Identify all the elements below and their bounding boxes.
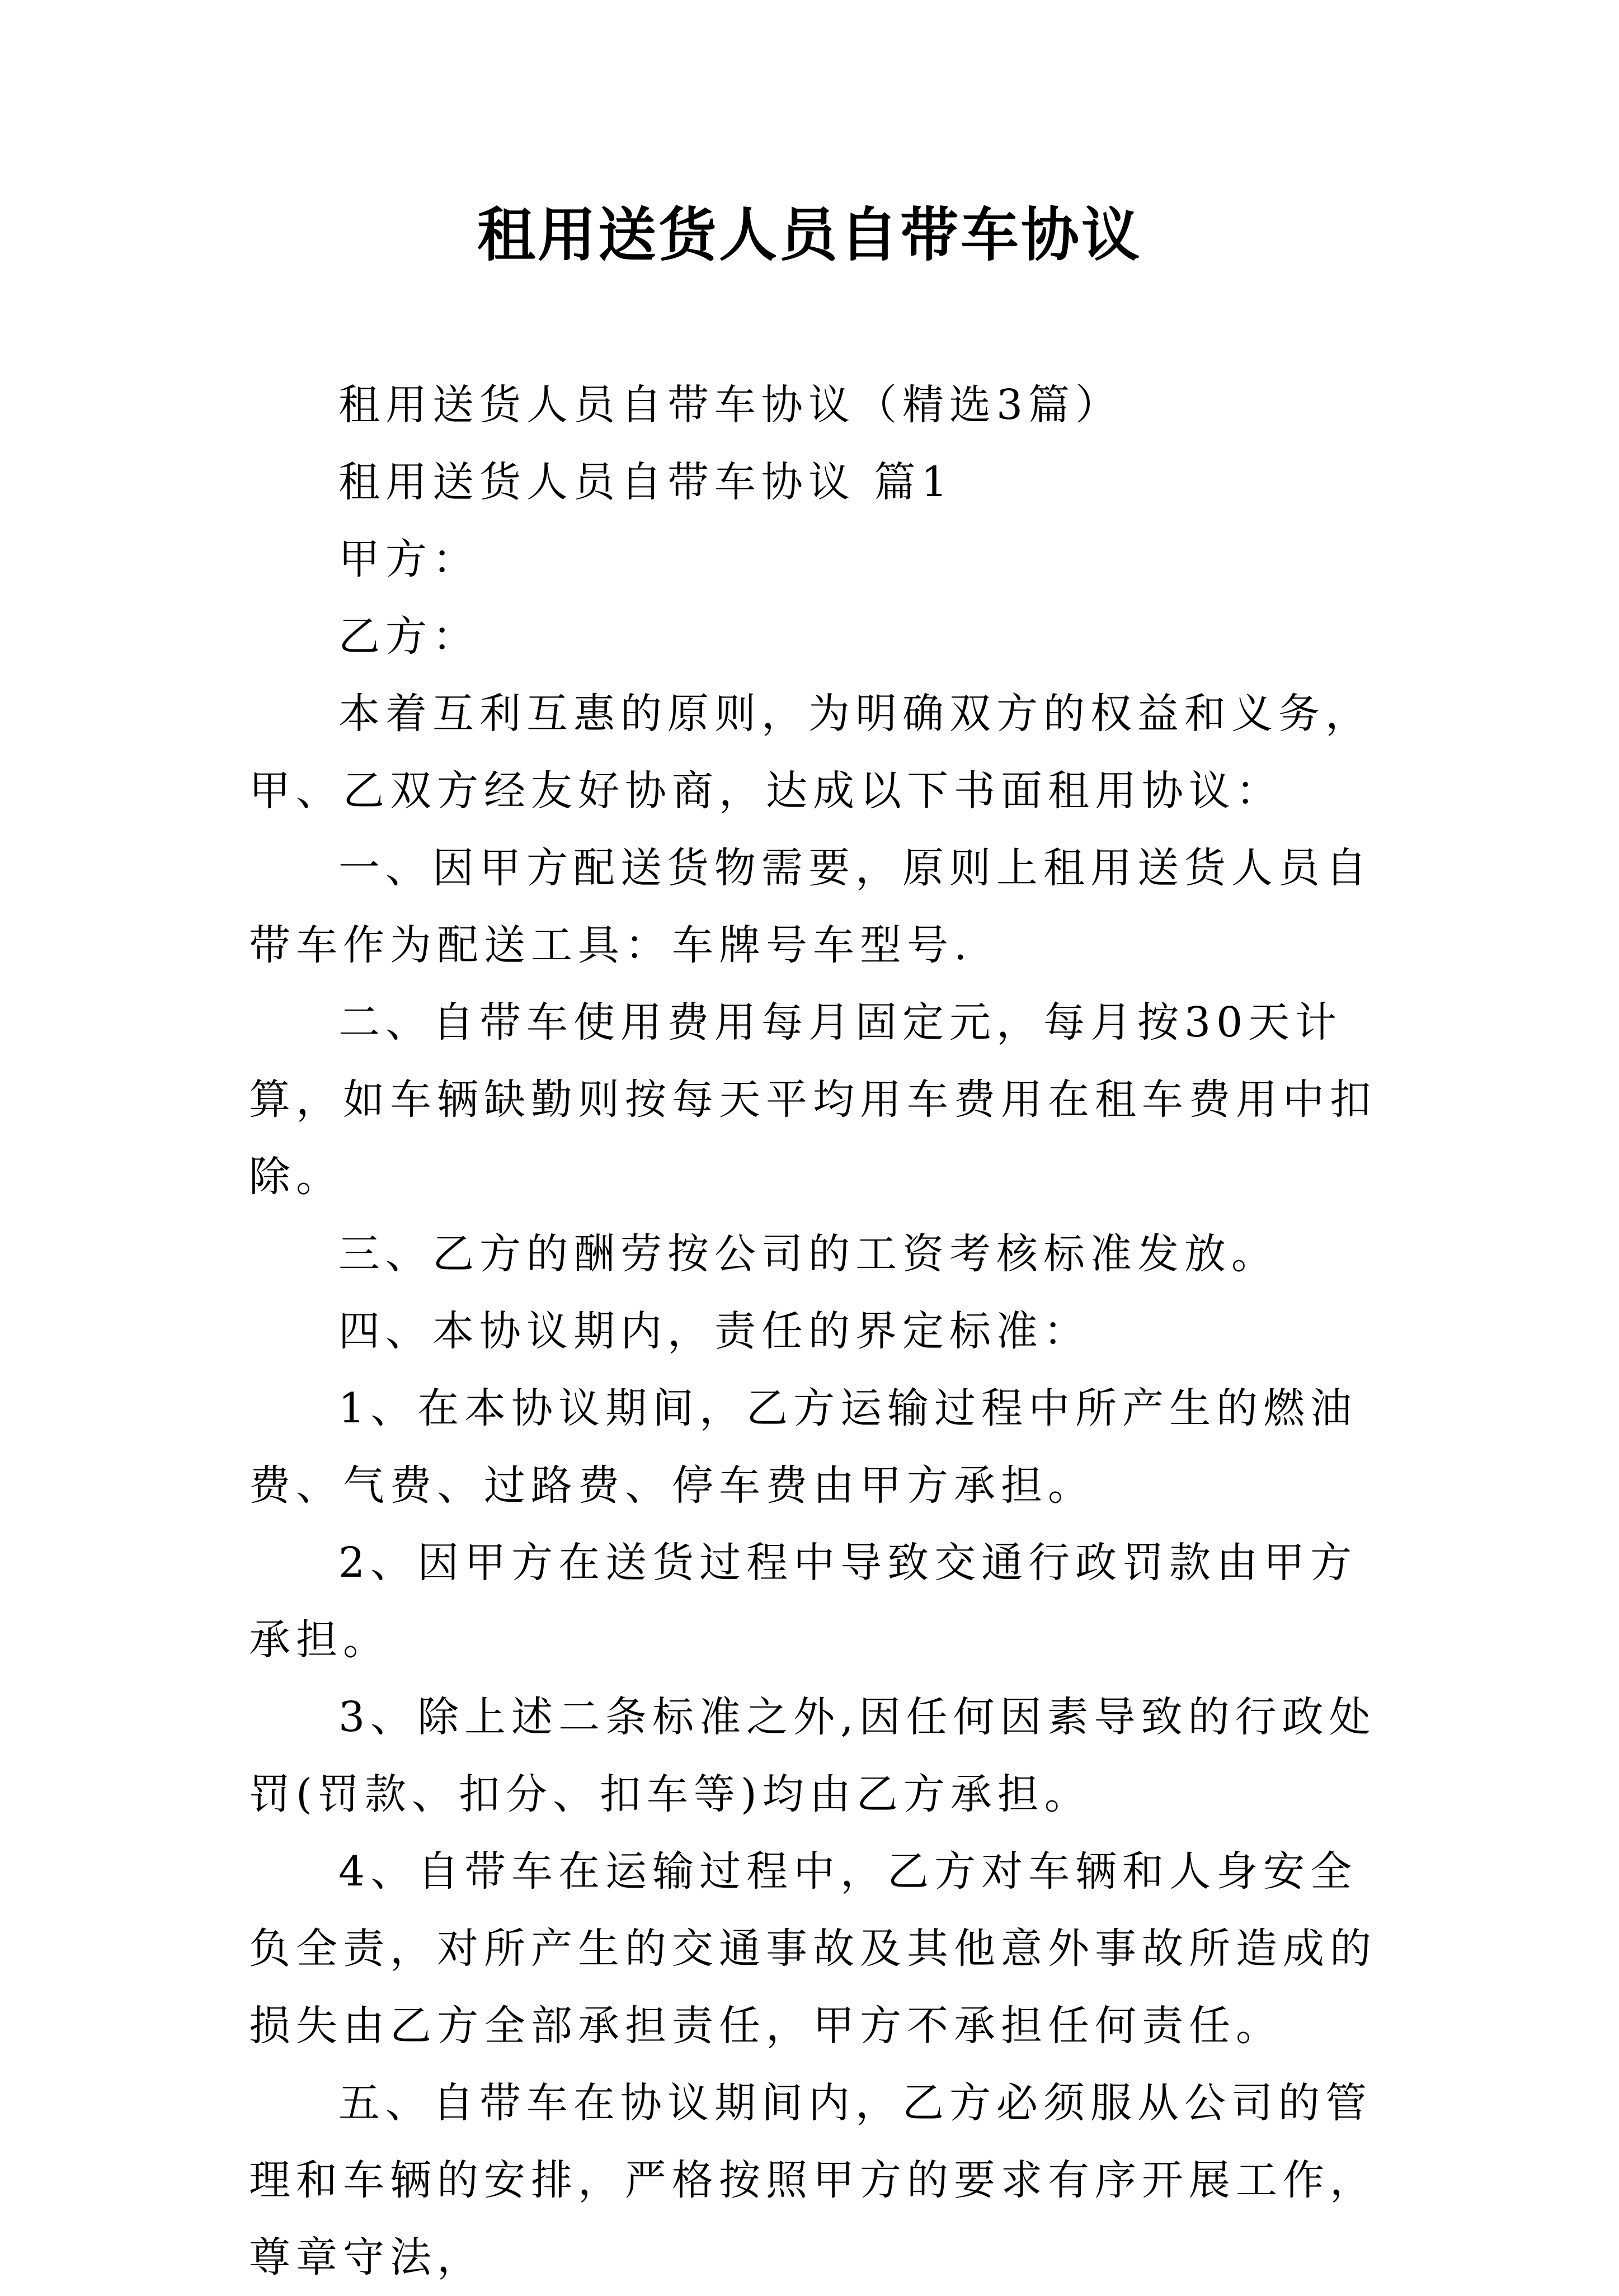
paragraph-party-b: 乙方： <box>338 612 479 661</box>
paragraph-item-2: 2、因甲方在送货过程中导致交通行政罚款由甲方承担。 <box>249 1539 1358 1664</box>
paragraph-item-4: 4、自带车在运输过程中，乙方对车辆和人身安全负全责，对所产生的交通事故及其他意外事故所造成的损失由乙方全部承担责任，甲方不承担任何责任。 <box>249 1847 1377 2050</box>
document-title: 租用送货人员自带车协议 <box>477 200 1142 269</box>
paragraph-clause-4: 四、本协议期内，责任的界定标准： <box>338 1307 1090 1355</box>
paragraph-clause-5: 五、自带车在协议期间内，乙方必须服从公司的管理和车辆的安排，严格按照甲方的要求有序开展工作，尊章守法， <box>249 2079 1377 2281</box>
paragraph-clause-3: 三、乙方的酬劳按公司的工资考核标准发放。 <box>338 1230 1278 1278</box>
paragraph-preamble: 本着互利互惠的原则，为明确双方的权益和义务，甲、乙双方经友好协商，达成以下书面租用协议： <box>249 690 1372 815</box>
paragraph-clause-1: 一、因甲方配送货物需要，原则上租用送货人员自带车作为配送工具：车牌号车型号. <box>249 844 1372 969</box>
paragraph-subtitle: 租用送货人员自带车协议（精选3篇） <box>338 381 1123 429</box>
paragraph-party-a: 甲方： <box>338 535 479 583</box>
paragraph-part-heading: 租用送货人员自带车协议 篇1 <box>338 458 953 506</box>
paragraph-item-3: 3、除上述二条标准之外,因任何因素导致的行政处罚(罚款、扣分、扣车等)均由乙方承担。 <box>249 1693 1376 1818</box>
paragraph-clause-2: 二、自带车使用费用每月固定元，每月按30天计算，如车辆缺勤则按每天平均用车费用在租车费用中扣除。 <box>249 998 1377 1201</box>
paragraph-item-1: 1、在本协议期间，乙方运输过程中所产生的燃油费、气费、过路费、停车费由甲方承担。 <box>249 1384 1358 1510</box>
document-body <box>249 366 1390 2296</box>
